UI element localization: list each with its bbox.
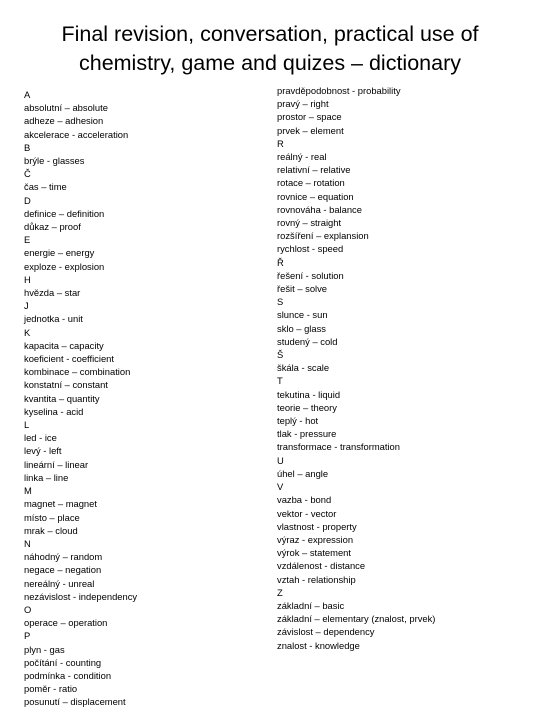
- dictionary-entry: čas – time: [24, 181, 67, 193]
- dictionary-entry: kombinace – combination: [24, 366, 131, 378]
- dictionary-entry: led - ice: [24, 432, 57, 444]
- dictionary-entry: relativní – relative: [277, 164, 351, 176]
- dictionary-entry: rotace – rotation: [277, 177, 345, 189]
- dictionary-entry: definice – definition: [24, 207, 105, 219]
- dictionary-entry: mrak – cloud: [24, 524, 78, 536]
- dictionary-entry: rovnováha - balance: [277, 203, 362, 215]
- dictionary-entry: nereálný - unreal: [24, 577, 95, 589]
- dictionary-entry: sklo – glass: [277, 322, 326, 334]
- dictionary-entry: koeficient - coefficient: [24, 353, 114, 365]
- dictionary-entry: výraz - expression: [277, 533, 354, 545]
- dictionary-entry: levý - left: [24, 445, 62, 457]
- dictionary-entry: znalost - knowledge: [277, 639, 360, 651]
- dictionary-entry: prvek – element: [277, 124, 344, 136]
- dictionary-entry: rovnice – equation: [277, 190, 354, 202]
- dictionary-entry: základní – basic: [277, 599, 345, 611]
- dictionary-entry: posunutí – displacement: [24, 696, 126, 708]
- page-title: [0, 20, 540, 78]
- dictionary-entry: jednotka - unit: [24, 313, 83, 325]
- dictionary-entry: nezávislost - independency: [24, 590, 138, 602]
- letter-heading: Č: [24, 168, 31, 180]
- dictionary-entry: důkaz – proof: [24, 221, 81, 233]
- dictionary-left-column: [24, 88, 137, 709]
- letter-heading: Z: [277, 586, 283, 598]
- letter-heading: V: [277, 481, 284, 493]
- title-line-1: Final revision, conversation, practical use of: [61, 22, 479, 46]
- dictionary-entry: linka – line: [24, 471, 69, 483]
- dictionary-entry: slunce - sun: [277, 309, 328, 321]
- dictionary-entry: podmínka - condition: [24, 669, 112, 681]
- dictionary-entry: pravý – right: [277, 98, 329, 110]
- dictionary-entry: adheze – adhesion: [24, 115, 104, 127]
- dictionary-entry: počítání - counting: [24, 656, 102, 668]
- letter-heading: L: [24, 419, 30, 431]
- letter-heading: D: [24, 194, 31, 206]
- dictionary-entry: exploze - explosion: [24, 260, 105, 272]
- dictionary-entry: rozšíření – explansion: [277, 230, 369, 242]
- dictionary-entry: vzdálenost - distance: [277, 560, 366, 572]
- letter-heading: N: [24, 537, 31, 549]
- dictionary-entry: úhel – angle: [277, 467, 329, 479]
- letter-heading: P: [24, 630, 31, 642]
- letter-heading: R: [277, 137, 284, 149]
- dictionary-entry: plyn - gas: [24, 643, 65, 655]
- dictionary-entry: tlak - pressure: [277, 428, 337, 440]
- dictionary-entry: absolutní – absolute: [24, 102, 108, 114]
- dictionary-entry: kvantita – quantity: [24, 392, 100, 404]
- dictionary-entry: poměr - ratio: [24, 683, 78, 695]
- letter-heading: A: [24, 89, 31, 100]
- dictionary-entry: transformace - transformation: [277, 441, 400, 453]
- letter-heading: Š: [277, 349, 284, 361]
- dictionary-entry: konstatní – constant: [24, 379, 108, 391]
- letter-heading: K: [24, 326, 31, 338]
- dictionary-entry: škála - scale: [277, 362, 330, 374]
- dictionary-entry: pravděpodobnost - probability: [277, 85, 401, 96]
- dictionary-entry: vektor - vector: [277, 507, 337, 519]
- dictionary-entry: akcelerace - acceleration: [24, 128, 129, 140]
- dictionary-entry: prostor – space: [277, 111, 342, 123]
- dictionary-entry: studený – cold: [277, 335, 338, 347]
- letter-heading: U: [277, 454, 284, 466]
- dictionary-entry: řešení - solution: [277, 269, 344, 281]
- dictionary-entry: magnet – magnet: [24, 498, 97, 510]
- letter-heading: H: [24, 273, 31, 285]
- letter-heading: E: [24, 234, 31, 246]
- dictionary-entry: brýle - glasses: [24, 155, 85, 167]
- letter-heading: Ř: [277, 256, 284, 268]
- dictionary-entry: vztah - relationship: [277, 573, 356, 585]
- letter-heading: O: [24, 603, 32, 615]
- letter-heading: M: [24, 485, 32, 497]
- dictionary-entry: kapacita – capacity: [24, 339, 104, 351]
- letter-heading: T: [277, 375, 283, 387]
- dictionary-entry: energie – energy: [24, 247, 95, 259]
- dictionary-entry: výrok – statement: [277, 547, 351, 559]
- dictionary-entry: náhodný – random: [24, 551, 103, 563]
- dictionary-entry: lineární – linear: [24, 458, 89, 470]
- dictionary-entry: reálný - real: [277, 151, 327, 163]
- dictionary-entry: tekutina - liquid: [277, 388, 341, 400]
- dictionary-entry: řešit – solve: [277, 283, 328, 295]
- dictionary-entry: kyselina - acid: [24, 405, 84, 417]
- dictionary-entry: teorie – theory: [277, 401, 337, 413]
- dictionary-entry: místo – place: [24, 511, 80, 523]
- letter-heading: J: [24, 300, 29, 312]
- dictionary-right-column: [277, 84, 435, 652]
- dictionary-entry: základní – elementary (znalost, prvek): [277, 613, 436, 625]
- dictionary-entry: závislost – dependency: [277, 626, 375, 638]
- dictionary-entry: vazba - bond: [277, 494, 332, 506]
- title-line-2: chemistry, game and quizes – dictionary: [78, 51, 461, 75]
- dictionary-entry: negace – negation: [24, 564, 102, 576]
- dictionary-entry: rychlost - speed: [277, 243, 344, 255]
- dictionary-entry: hvězda – star: [24, 287, 81, 299]
- letter-heading: B: [24, 141, 31, 153]
- dictionary-entry: teplý - hot: [277, 415, 319, 427]
- dictionary-entry: vlastnost - property: [277, 520, 357, 532]
- letter-heading: S: [277, 296, 284, 308]
- dictionary-entry: operace – operation: [24, 617, 108, 629]
- dictionary-entry: rovný – straight: [277, 217, 342, 229]
